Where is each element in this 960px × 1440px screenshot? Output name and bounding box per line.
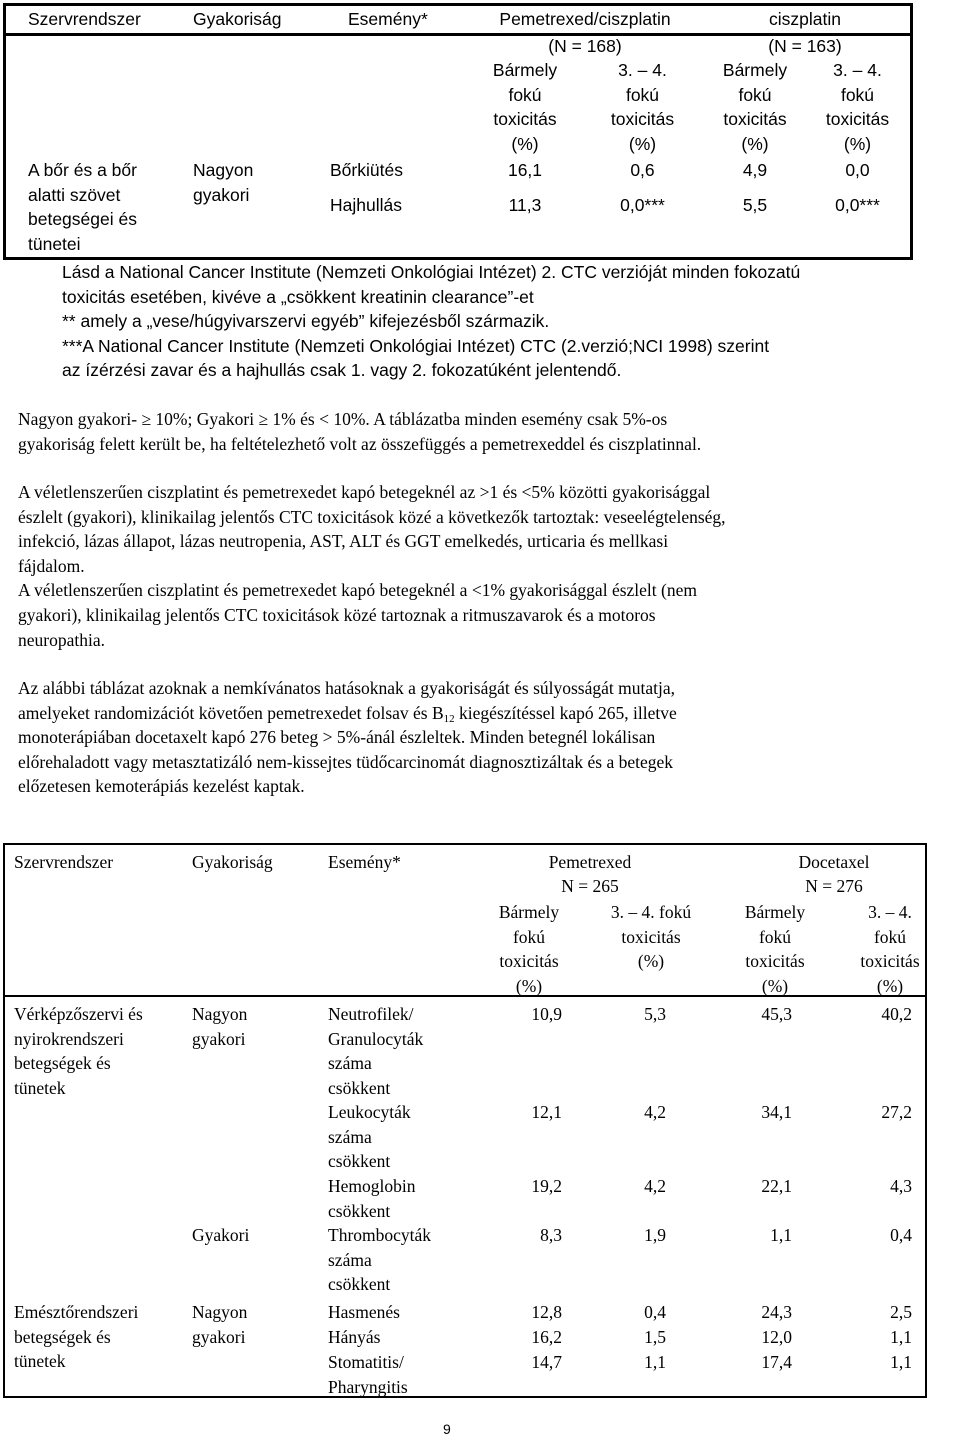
paragraph-common-toxicities — [18, 480, 938, 652]
text-line: A véletlenszerűen ciszplatint és pemetrexedet kapó betegeknél a <1% gyakorisággal észlelt (nem — [18, 580, 697, 601]
table1-header-group2-n: (N = 163) — [768, 36, 842, 56]
table2-header-g2-any-grade: Bármely fokú toxicitás (%) — [744, 902, 806, 996]
text-line: előrehaladott vagy metasztatizáló nem-kissejtes tüdőcarcinomát diagnosztizáltak és a betegek — [18, 751, 674, 772]
text-line: Nagyon gyakori- ≥ 10%; Gyakori ≥ 1% és < 10%. A táblázatba minden esemény csak 5%-os — [18, 409, 668, 429]
text-line — [18, 701, 938, 726]
table2-value-cell: 4,2 — [644, 1176, 666, 1196]
table1-row-value: 11,3 — [508, 195, 542, 215]
table2-event-cell: Hasmenés — [328, 1302, 400, 1322]
subscript: 12 — [443, 712, 455, 725]
table2-value-cell: 12,8 — [531, 1302, 562, 1322]
table1-footnotes — [62, 260, 960, 383]
table2-value-cell: 0,4 — [890, 1225, 912, 1245]
table2-header-group1-n: N = 265 — [561, 876, 619, 896]
text-line: monoterápiában docetaxelt kapó 276 beteg > 5%-ánál észleltek. Minden betegnél lokálisan — [18, 727, 656, 748]
table2-value-cell: 40,2 — [881, 1004, 912, 1024]
table2-header-g1-grade34: 3. – 4. fokú toxicitás (%) — [610, 902, 692, 972]
table2-header-frequency: Gyakoriság — [192, 852, 273, 872]
table1-row-value: 16,1 — [507, 160, 543, 180]
table2-value-cell: 12,0 — [761, 1327, 792, 1347]
text-line: gyakoriság felett került be, ha feltételezhető volt az összefüggés a pemetrexeddel és ciszplatinnal. — [18, 433, 702, 454]
table2-value-cell: 1,1 — [890, 1327, 912, 1347]
table2-frequency-cell: Nagyon gyakori — [192, 1302, 248, 1347]
table2-header-g2-grade34: 3. – 4. fokú toxicitás (%) — [860, 902, 920, 996]
table2-header-event: Esemény* — [328, 852, 401, 872]
table1-header-g1-any-grade: Bármely fokú toxicitás (%) — [492, 60, 558, 154]
table1-row-value: 0,6 — [630, 160, 655, 180]
table1-row-value: 0,0*** — [835, 195, 880, 215]
text-line: fájdalom. — [18, 555, 85, 576]
table1-frequency-cell: Nagyon gyakori — [193, 160, 254, 205]
table2-value-cell: 5,3 — [644, 1004, 666, 1024]
table2-value-cell: 14,7 — [531, 1352, 562, 1372]
table2-event-cell: Leukocyták száma csökkent — [328, 1102, 411, 1172]
text-segment: amelyeket randomizációt követően pemetrexedet folsav és B — [18, 702, 444, 723]
text-line: neuropathia. — [18, 629, 105, 650]
table1-header-organ: Szervrendszer — [28, 9, 141, 29]
text-segment: kiegészítéssel kapó 265, illetve — [454, 702, 677, 723]
table2-value-cell: 22,1 — [761, 1176, 792, 1196]
table2-event-cell: Stomatitis/ Pharyngitis — [328, 1352, 408, 1397]
table2-value-cell: 8,3 — [540, 1225, 562, 1245]
table1-row-value: 5,5 — [742, 195, 768, 215]
footnote-line: Lásd a National Cancer Institute (Nemzeti Onkológiai Intézet) 2. CTC verzióját minden fokozatú — [62, 262, 801, 282]
table2-value-cell: 2,5 — [890, 1302, 912, 1322]
table1-row-value: 0,0 — [845, 160, 870, 180]
table2-header-group1: Pemetrexed — [548, 852, 632, 872]
table2-value-cell: 16,2 — [531, 1327, 562, 1347]
text-line: előzetesen kemoterápiás kezelést kaptak. — [18, 776, 305, 797]
table2-value-cell: 17,4 — [761, 1352, 792, 1372]
table2-value-cell: 27,2 — [881, 1102, 912, 1122]
table2-header-group2: Docetaxel — [798, 852, 870, 872]
table2-event-cell: Neutrofilek/ Granulocyták száma csökkent — [328, 1004, 424, 1098]
footnote-line: ** amely a „vese/húgyivarszervi egyéb” kifejezésből származik. — [62, 311, 550, 332]
table2-value-cell: 34,1 — [761, 1102, 792, 1122]
table2-event-cell: Hemoglobin csökkent — [328, 1176, 416, 1221]
table1-row-event: Hajhullás — [330, 195, 402, 215]
table1-row-value: 4,9 — [742, 160, 768, 180]
table2-organ-cell: Vérképzőszervi és nyirokrendszeri betegségek és tünetek — [14, 1004, 143, 1098]
table1-header-g2-grade34: 3. – 4. fokú toxicitás (%) — [825, 60, 890, 154]
table2-header-g1-any-grade: Bármely fokú toxicitás (%) — [498, 902, 560, 996]
footnote-line: az ízérzési zavar és a hajhullás csak 1. vagy 2. fokozatúként jelentendő. — [62, 360, 622, 381]
table2-organ-cell: Emésztőrendszeri betegségek és tünetek — [14, 1302, 139, 1372]
paragraph-table-intro — [18, 676, 938, 799]
table2-value-cell: 24,3 — [761, 1302, 792, 1322]
table1-header-event: Esemény* — [348, 9, 428, 29]
table2-value-cell: 4,2 — [644, 1102, 666, 1122]
page-number: 9 — [443, 1421, 451, 1437]
table1-header-group1: Pemetrexed/ciszplatin — [499, 9, 671, 29]
table1-row-event: Bőrkiütés — [330, 160, 403, 180]
frequency-definition — [18, 407, 938, 456]
table2-value-cell: 1,5 — [644, 1327, 666, 1347]
table2-value-cell: 10,9 — [531, 1004, 562, 1024]
table2-value-cell: 4,3 — [890, 1176, 912, 1196]
text-line: infekció, lázas állapot, lázas neutropenia, AST, ALT és GGT emelkedés, urticaria és mellkasi — [18, 531, 669, 552]
table1-header-g2-any-grade: Bármely fokú toxicitás (%) — [722, 60, 788, 154]
table2-header-organ: Szervrendszer — [14, 852, 114, 872]
table2-header-group2-n: N = 276 — [805, 876, 863, 896]
table2-value-cell: 19,2 — [531, 1176, 562, 1196]
text-line: gyakori), klinikailag jelentős CTC toxicitások közé tartoznak a ritmuszavarok és a motoros — [18, 604, 656, 625]
table2-value-cell: 12,1 — [531, 1102, 562, 1122]
table2-value-cell: 1,1 — [770, 1225, 792, 1245]
table1-header-frequency: Gyakoriság — [193, 9, 282, 29]
table2-value-cell: 45,3 — [761, 1004, 792, 1024]
table1-row-value: 0,0*** — [620, 195, 665, 215]
footnote-line: ***A National Cancer Institute (Nemzeti Onkológiai Intézet) CTC (2.verzió;NCI 1998) szerint — [62, 335, 770, 356]
table2-value-cell: 1,1 — [890, 1352, 912, 1372]
table2-value-cell: 0,4 — [644, 1302, 666, 1322]
table1-header-group2: ciszplatin — [769, 9, 841, 29]
table2-value-cell: 1,1 — [644, 1352, 666, 1372]
table2-event-cell: Hányás — [328, 1327, 381, 1347]
table1-header-group1-n: (N = 168) — [548, 36, 622, 56]
table1-header-g1-grade34: 3. – 4. fokú toxicitás (%) — [610, 60, 675, 154]
table1-organ-cell: A bőr és a bőr alatti szövet betegségei és tünetei — [28, 160, 137, 254]
footnote-line: toxicitás esetében, kivéve a „csökkent kreatinin clearance”-et — [62, 286, 534, 307]
table2-frequency-cell: Gyakori — [192, 1225, 250, 1245]
table2-value-cell: 1,9 — [644, 1225, 666, 1245]
text-line: A véletlenszerűen ciszplatint és pemetrexedet kapó betegeknél az >1 és <5% közötti gyakorisággal — [18, 482, 711, 502]
text-line: észlelt (gyakori), klinikailag jelentős CTC toxicitások közé a következők tartoztak: veseelégtelenség, — [18, 506, 726, 527]
text-line: Az alábbi táblázat azoknak a nemkívánatos hatásoknak a gyakoriságát és súlyosságát mutatja, — [18, 678, 675, 698]
table2-event-cell: Thrombocyták száma csökkent — [328, 1225, 432, 1295]
table2-frequency-cell: Nagyon gyakori — [192, 1004, 248, 1049]
